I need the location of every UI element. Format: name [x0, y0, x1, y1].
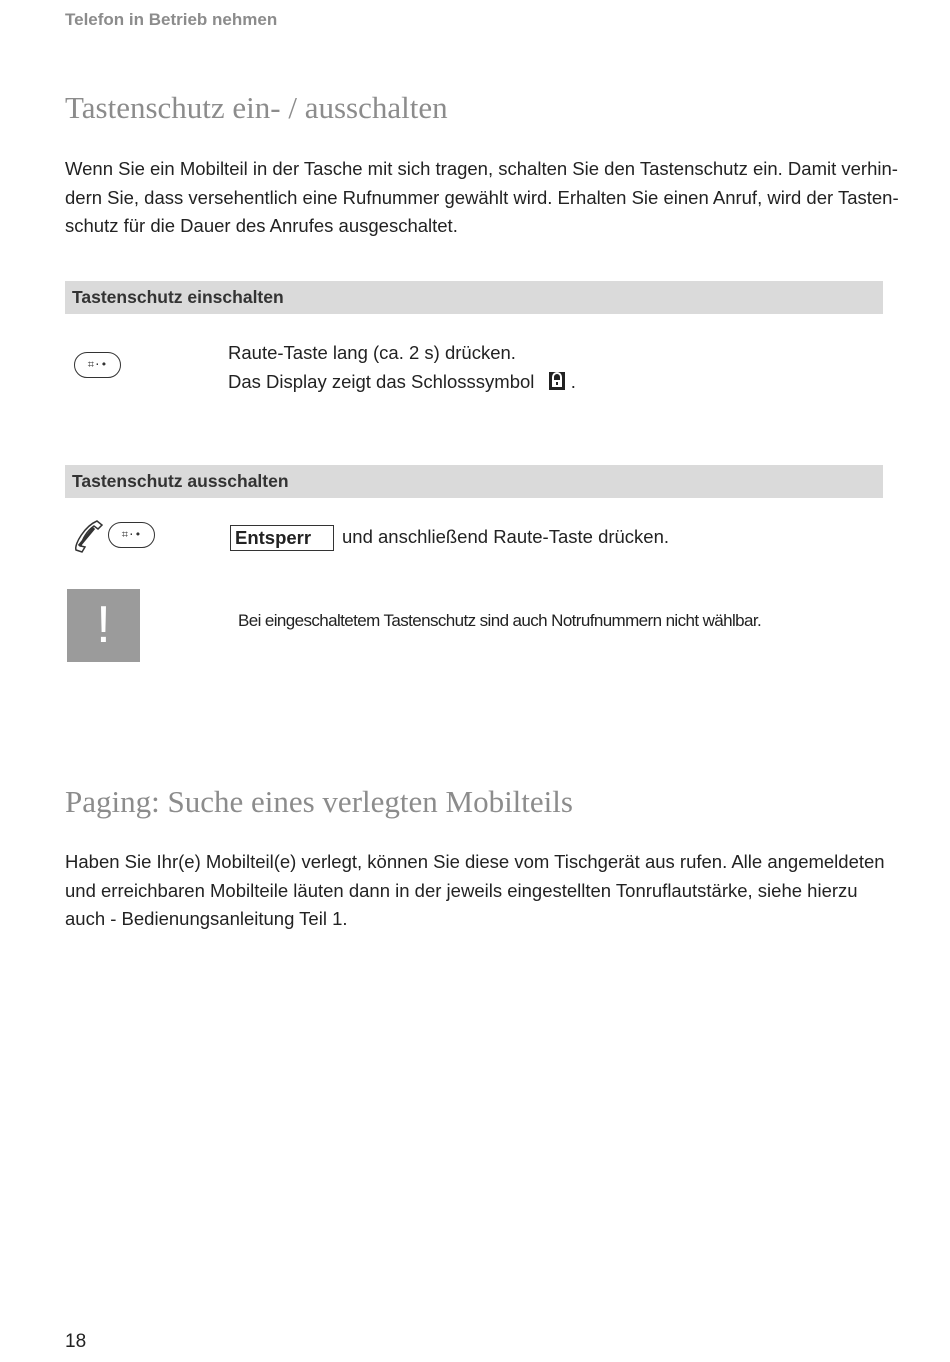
step-key-lock-on	[228, 339, 576, 396]
step-line: Raute-Taste lang (ca. 2 s) drücken.	[228, 342, 516, 363]
step-line-text: Das Display zeigt das Schlosssymbol	[228, 370, 535, 392]
intro-line: Wenn Sie ein Mobilteil in der Tasche mit sich tragen, schalten Sie den Tastenschutz ein. Damit verhin-	[65, 158, 898, 179]
subheading-key-lock-off: Tastenschutz ausschalten	[72, 471, 289, 491]
paging-paragraph	[65, 848, 895, 934]
step-line-period: .	[570, 370, 576, 392]
subheading-key-lock-on: Tastenschutz einschalten	[72, 287, 284, 307]
warning-note: Bei eingeschaltetem Tastenschutz sind auch Notrufnummern nicht wählbar.	[238, 611, 762, 630]
warning-icon: !	[67, 589, 140, 662]
section-title-key-lock: Tastenschutz ein- / ausschalten	[65, 90, 448, 125]
paging-line: auch - Bedienungsanleitung Teil 1.	[65, 908, 348, 929]
step-key-lock-off	[230, 523, 669, 552]
paging-line: Haben Sie Ihr(e) Mobilteil(e) verlegt, können Sie diese vom Tischgerät aus rufen. Alle angemeldeten	[65, 851, 885, 872]
softkey-entsperr: Entsperr	[230, 525, 334, 551]
intro-line: dern Sie, dass versehentlich eine Rufnummer gewählt wird. Erhalten Sie einen Anruf, wird der Tasten-	[65, 186, 899, 208]
hash-key-icon: ⌗·•	[108, 522, 155, 548]
page-number: 18	[65, 1331, 87, 1352]
paging-line: und erreichbaren Mobilteile läuten dann in der jeweils eingestellten Tonruflautstärke, siehe hierzu	[65, 879, 858, 901]
handset-icon	[73, 518, 107, 554]
subheading-bar-off	[65, 465, 883, 498]
intro-line: schutz für die Dauer des Anrufes ausgeschaltet.	[65, 215, 458, 236]
running-header: Telefon in Betrieb nehmen	[65, 10, 278, 29]
step-line	[228, 368, 576, 397]
step-line-text: und anschließend Raute-Taste drücken.	[342, 526, 670, 547]
section-title-paging: Paging: Suche eines verlegten Mobilteils	[65, 784, 573, 819]
intro-paragraph	[65, 155, 899, 241]
subheading-bar-on	[65, 281, 883, 314]
lock-icon	[548, 371, 566, 391]
hash-key-icon: ⌗·•	[74, 352, 121, 378]
